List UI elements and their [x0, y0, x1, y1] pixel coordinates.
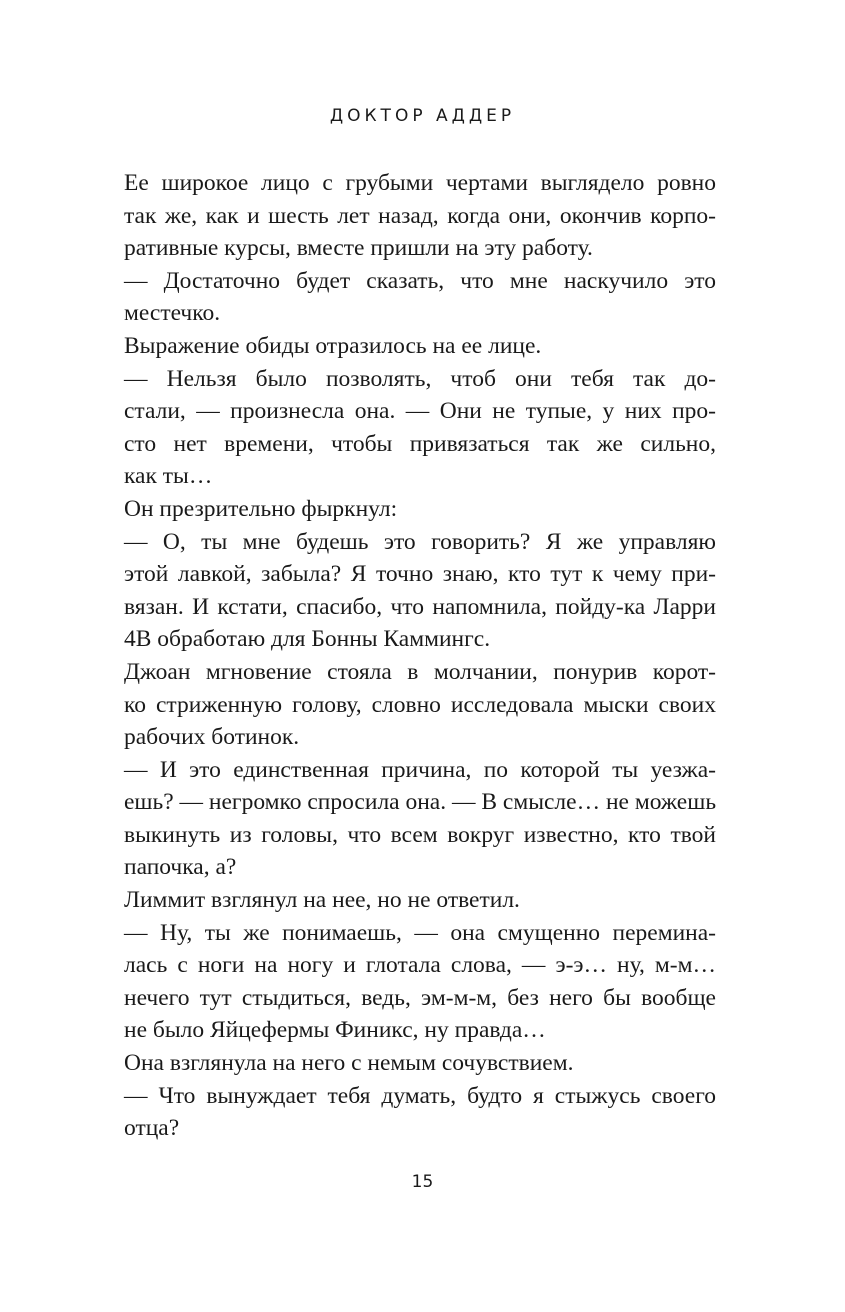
text-line: рабочих ботинок.	[124, 724, 300, 751]
text-line: Лиммит взглянул на нее, но не ответил.	[124, 887, 520, 914]
text-line: Он презрительно фыркнул:	[124, 495, 398, 522]
text-line: выкинуть из головы, что всем вокруг известно, кто твой	[124, 821, 716, 848]
text-line: нечего тут стыдиться, ведь, эм-м-м, без него бы вообще	[124, 984, 716, 1011]
text-line: местечко.	[124, 300, 221, 327]
text-line: так же, как и шесть лет назад, когда они, окончив корпо-	[124, 202, 716, 229]
text-line: Она взглянула на него с немым сочувствием.	[124, 1050, 574, 1077]
text-line: лась с ноги на ногу и глотала слова, — э-э… ну, м-м…	[124, 952, 716, 979]
text-line: вязан. И кстати, спасибо, что напомнила, пойду-ка Ларри	[124, 593, 716, 620]
text-line: — О, ты мне будешь это говорить? Я же управляю	[124, 528, 716, 555]
text-line: сто нет времени, чтобы привязаться так же сильно,	[124, 430, 716, 457]
text-line: папочка, а?	[124, 854, 237, 881]
text-line: — Что вынуждает тебя думать, будто я стыжусь своего	[124, 1082, 716, 1109]
running-head-title: ДОКТОР АДДЕР	[329, 106, 516, 126]
text-line: — И это единственная причина, по которой ты уезжа-	[124, 756, 716, 783]
text-line: 4В обработаю для Бонны Каммингс.	[124, 626, 491, 653]
text-line: ешь? — негромко спросила она. — В смысле… не можешь	[124, 789, 717, 816]
text-line: Ее широкое лицо с грубыми чертами выглядело ровно	[124, 170, 716, 196]
text-line: ративные курсы, вместе пришли на эту работу.	[124, 235, 593, 262]
text-line: отца?	[124, 1115, 180, 1142]
text-line: не было Яйцефермы Финикс, ну правда…	[124, 1017, 546, 1044]
page-number: 15	[411, 1172, 434, 1192]
text-line: — Достаточно будет сказать, что мне наскучило это	[124, 267, 716, 294]
body-text	[124, 167, 716, 1145]
text-line: стали, — произнесла она. — Они не тупые, у них про-	[124, 398, 716, 425]
text-line: ко стриженную голову, словно исследовала мыски своих	[124, 691, 716, 718]
text-line: как ты…	[124, 463, 213, 490]
text-line: Выражение обиды отразилось на ее лице.	[124, 332, 542, 359]
text-line: — Ну, ты же понимаешь, — она смущенно перемина-	[124, 919, 716, 946]
text-line: этой лавкой, забыла? Я точно знаю, кто тут к чему при-	[124, 561, 716, 588]
text-line: — Нельзя было позволять, чтоб они тебя так до-	[124, 365, 716, 392]
text-line: Джоан мгновение стояла в молчании, понурив корот-	[124, 658, 716, 685]
